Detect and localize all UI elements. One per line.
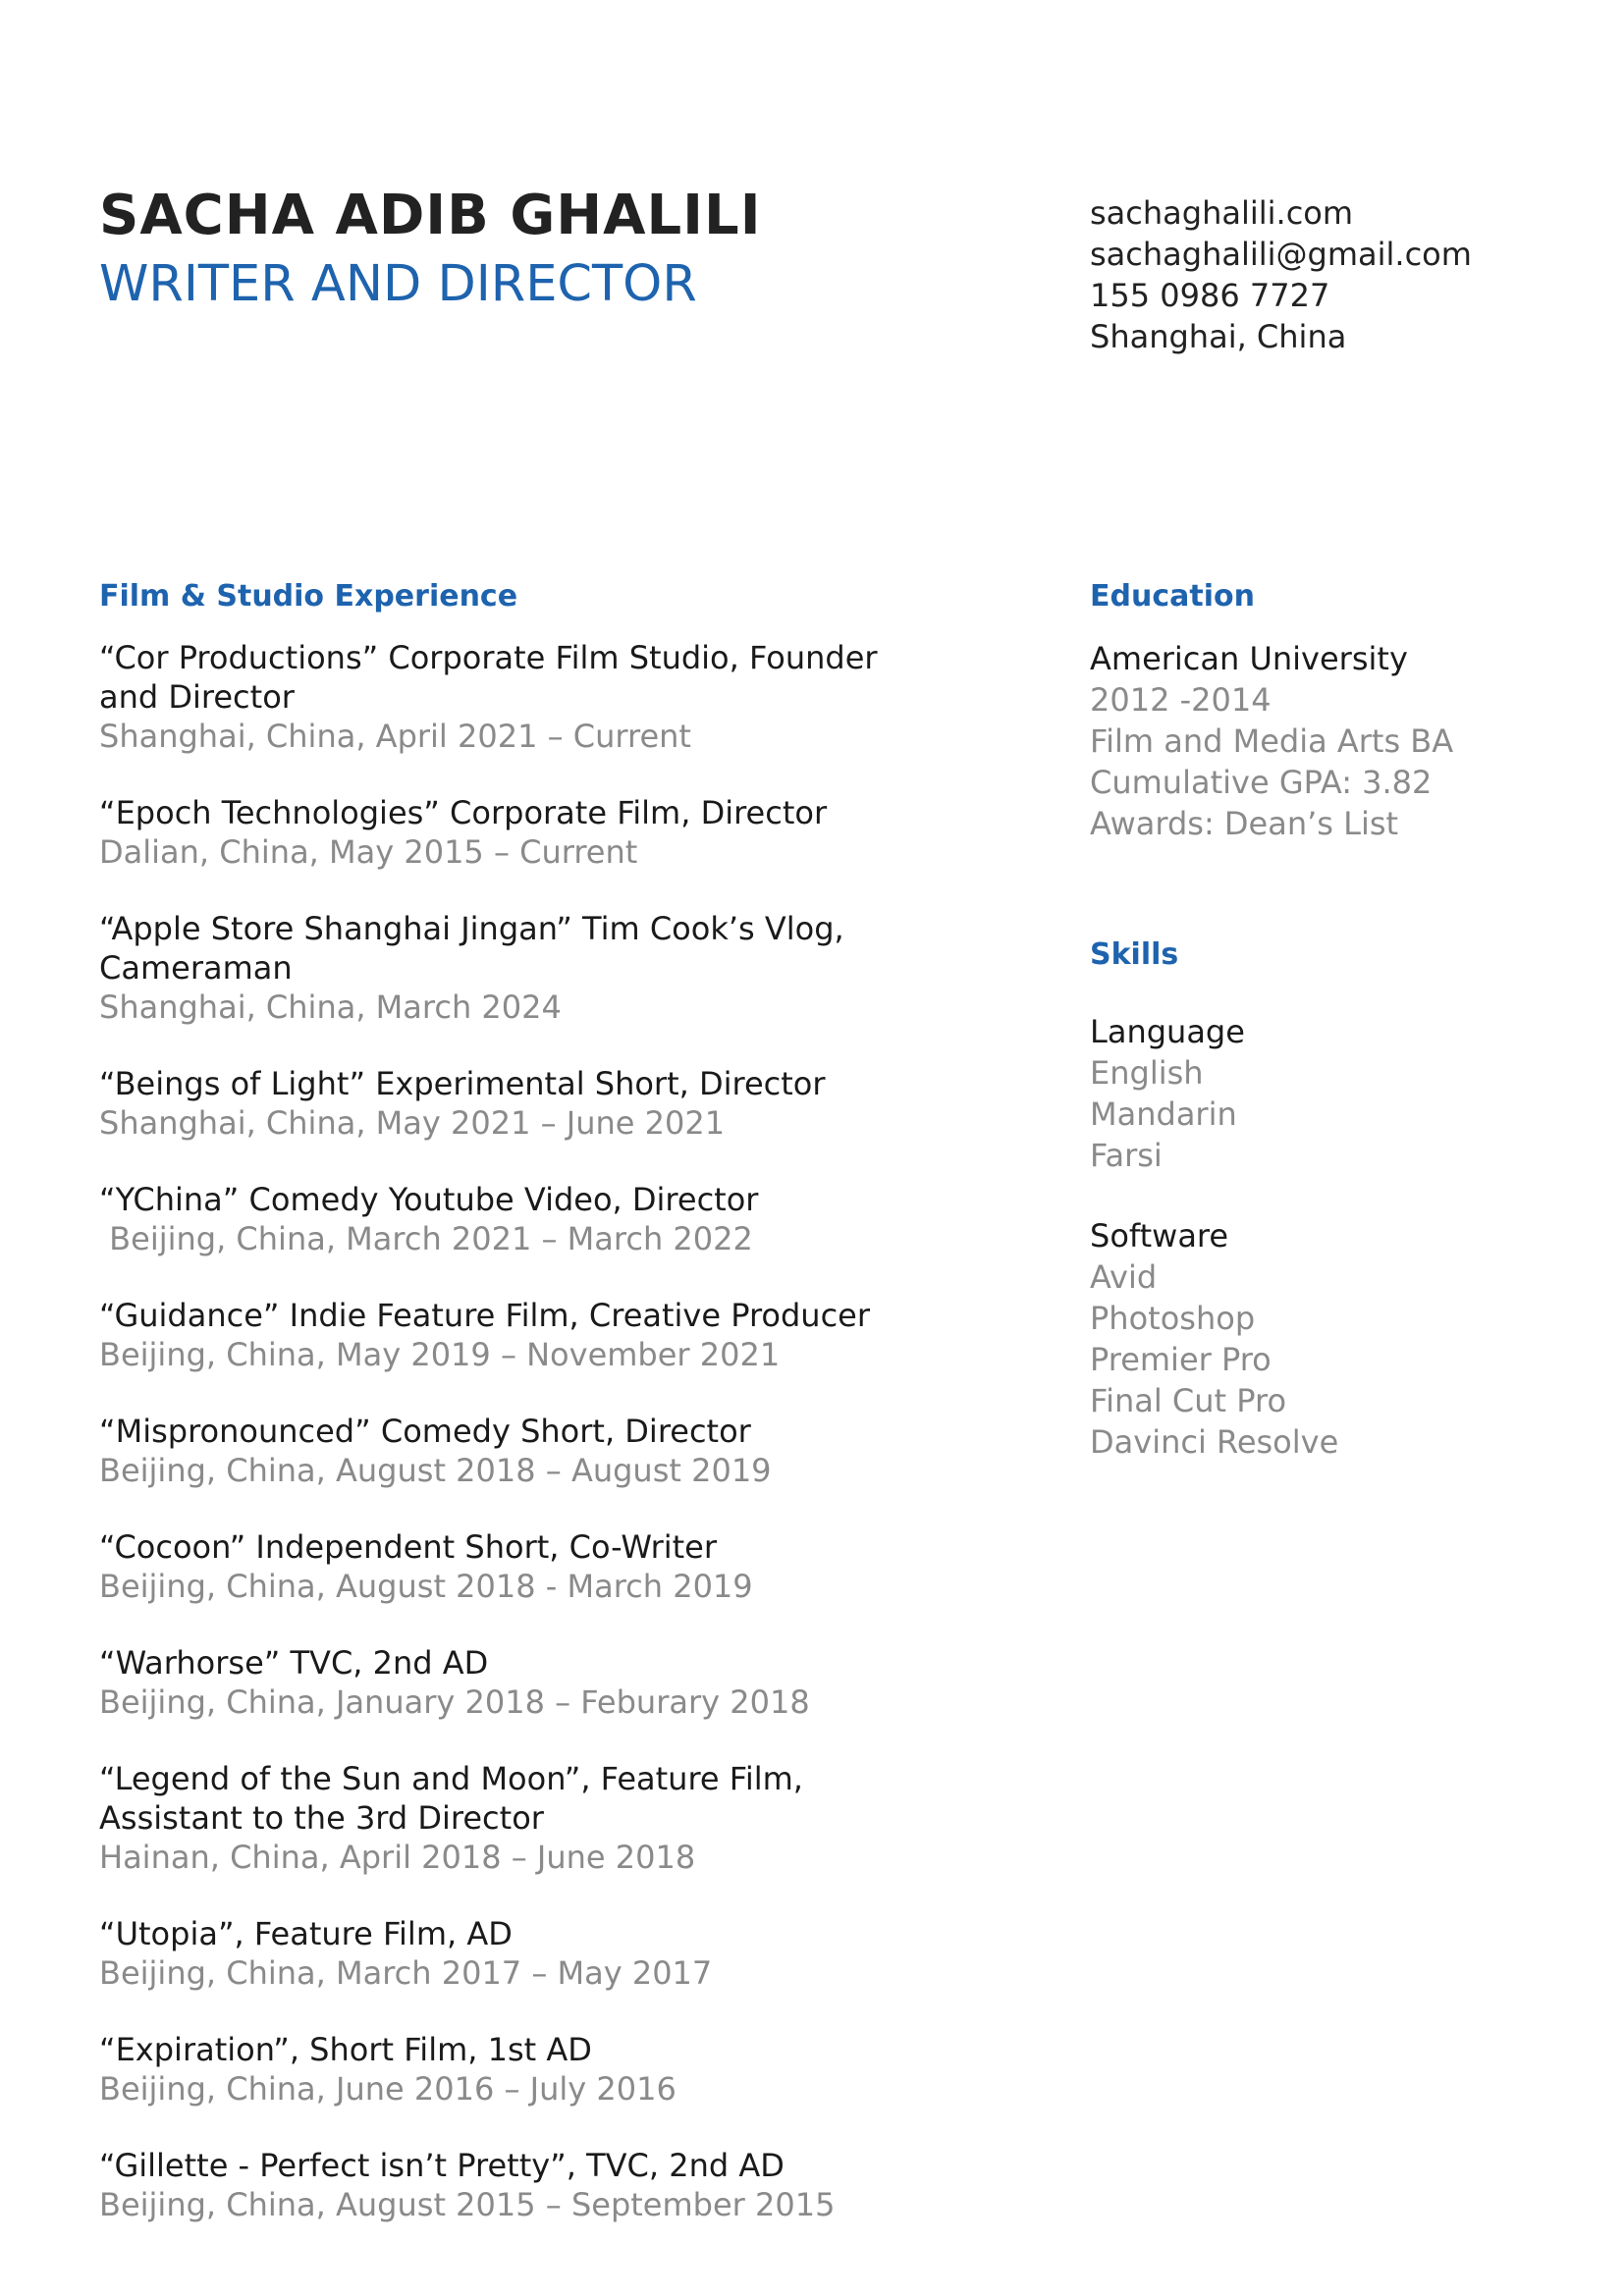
skill-item: Final Cut Pro (1090, 1382, 1287, 1419)
contact-block (1090, 192, 1472, 357)
experience-item (99, 793, 944, 872)
experience-title: “Cocoon” Independent Short, Co-Writer (99, 1528, 718, 1566)
experience-item (99, 1914, 944, 1993)
experience-detail: Shanghai, China, May 2021 – June 2021 (99, 1104, 726, 1142)
experience-detail: Beijing, China, August 2018 – August 2019 (99, 1452, 772, 1489)
experience-detail: Shanghai, China, April 2021 – Current (99, 718, 691, 755)
experience-title: “Utopia”, Feature Film, AD (99, 1915, 513, 1952)
contact-website[interactable]: sachaghalili.com (1090, 194, 1354, 232)
skill-group-language (1090, 1011, 1581, 1176)
education-gpa: Cumulative GPA: 3.82 (1090, 764, 1433, 801)
contact-email[interactable]: sachaghalili@gmail.com (1090, 236, 1472, 273)
experience-item (99, 2030, 944, 2109)
experience-title: “Mispronounced” Comedy Short, Director (99, 1413, 751, 1450)
education-awards: Awards: Dean’s List (1090, 805, 1399, 842)
experience-item (99, 2146, 944, 2224)
experience-title: “Legend of the Sun and Moon”, Feature Film, Assistant to the 3rd Director (99, 1760, 803, 1837)
skills-heading: Skills (1090, 937, 1179, 972)
experience-heading: Film & Studio Experience (99, 579, 518, 614)
experience-item (99, 1759, 944, 1877)
skill-item: Mandarin (1090, 1095, 1237, 1133)
education-years: 2012 -2014 (1090, 681, 1272, 719)
experience-detail: Beijing, China, March 2021 – March 2022 (99, 1220, 753, 1257)
experience-title: “YChina” Comedy Youtube Video, Director (99, 1181, 759, 1218)
skill-item: Davinci Resolve (1090, 1423, 1339, 1461)
skill-item: English (1090, 1054, 1204, 1092)
experience-item (99, 1527, 944, 1606)
skills-block (1090, 1011, 1581, 1502)
experience-title: “Apple Store Shanghai Jingan” Tim Cook’s Vlog, Cameraman (99, 910, 844, 987)
experience-detail: Beijing, China, August 2018 - March 2019 (99, 1568, 753, 1605)
experience-item (99, 1643, 944, 1722)
experience-title: “Beings of Light” Experimental Short, Director (99, 1065, 826, 1102)
skill-item: Avid (1090, 1258, 1158, 1296)
experience-detail: Beijing, China, January 2018 – Feburary 2018 (99, 1683, 810, 1721)
education-school: American University (1090, 640, 1408, 677)
experience-detail: Beijing, China, August 2015 – September 2015 (99, 2186, 836, 2223)
education-degree: Film and Media Arts BA (1090, 722, 1454, 760)
experience-detail: Dalian, China, May 2015 – Current (99, 833, 638, 871)
experience-item (99, 1180, 944, 1258)
experience-title: “Gillette - Perfect isn’t Pretty”, TVC, 2nd AD (99, 2147, 785, 2184)
experience-title: “Warhorse” TVC, 2nd AD (99, 1644, 489, 1682)
experience-item (99, 1064, 944, 1143)
contact-phone[interactable]: 155 0986 7727 (1090, 277, 1330, 314)
candidate-role: WRITER AND DIRECTOR (99, 255, 697, 313)
education-block (1090, 638, 1581, 844)
skill-item: Photoshop (1090, 1300, 1256, 1337)
experience-detail: Shanghai, China, March 2024 (99, 988, 562, 1026)
candidate-name: SACHA ADIB GHALILI (99, 184, 762, 247)
experience-item (99, 1296, 944, 1374)
experience-title: “Cor Productions” Corporate Film Studio, Founder and Director (99, 639, 878, 716)
experience-detail: Beijing, China, June 2016 – July 2016 (99, 2070, 677, 2108)
experience-list (99, 638, 944, 2224)
education-heading: Education (1090, 579, 1255, 614)
experience-item (99, 1412, 944, 1490)
skill-item: Premier Pro (1090, 1341, 1272, 1378)
skill-group-software (1090, 1215, 1581, 1463)
experience-item (99, 638, 944, 756)
contact-location: Shanghai, China (1090, 318, 1347, 355)
skill-group-title: Language (1090, 1013, 1245, 1050)
experience-title: “Guidance” Indie Feature Film, Creative Producer (99, 1297, 871, 1334)
experience-item (99, 909, 944, 1027)
skill-item: Farsi (1090, 1137, 1163, 1174)
experience-title: “Expiration”, Short Film, 1st AD (99, 2031, 592, 2068)
experience-detail: Beijing, China, March 2017 – May 2017 (99, 1954, 713, 1992)
experience-detail: Beijing, China, May 2019 – November 2021 (99, 1336, 781, 1373)
experience-detail: Hainan, China, April 2018 – June 2018 (99, 1839, 696, 1876)
experience-title: “Epoch Technologies” Corporate Film, Director (99, 794, 828, 831)
skill-group-title: Software (1090, 1217, 1229, 1255)
